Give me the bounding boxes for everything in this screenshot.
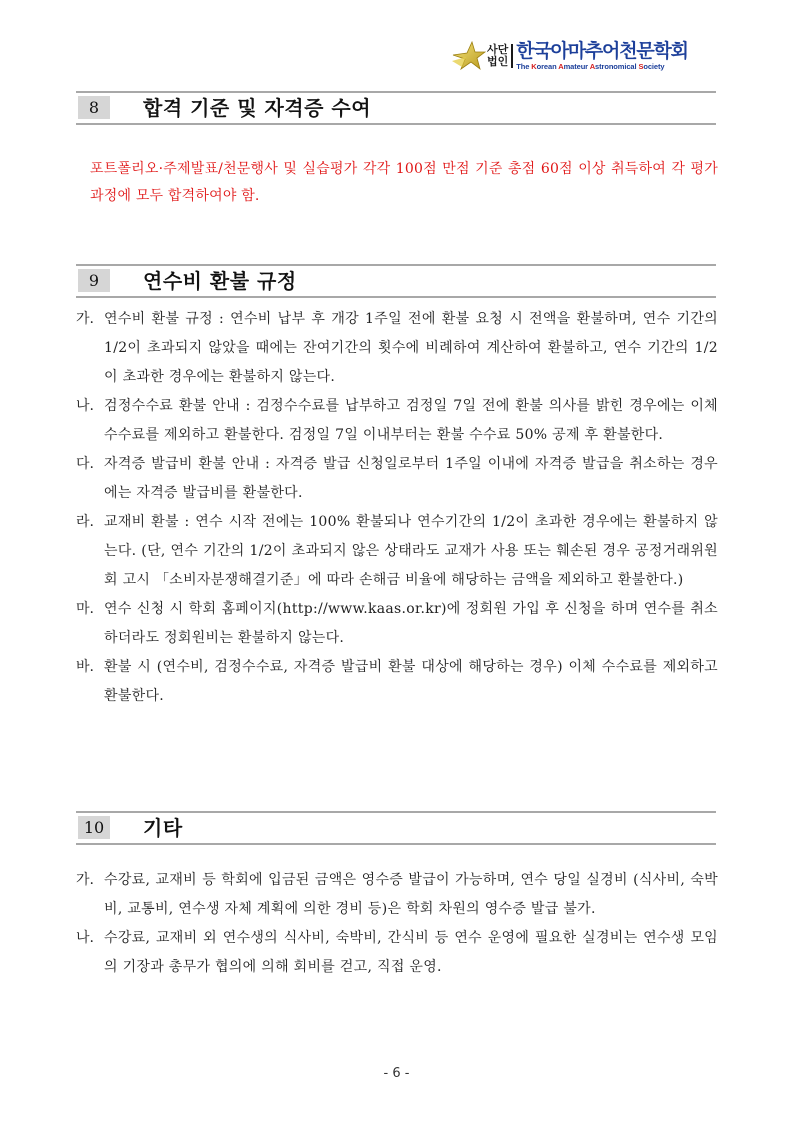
list-item: 마. 연수 신청 시 학회 홈페이지(http://www.kaas.or.kr)에 정회원 가입 후 신청을 하며 연수를 취소하더라도 정회원비는 환불하지 않는다. (76, 601, 718, 646)
list-item: 라. 교재비 환불 : 연수 시작 전에는 100% 환불되나 연수기간의 1/2이 초과한 경우에는 환불하지 않는다. (단, 연수 기간의 1/2이 초과되지 않은 상태라도 교재가 사용 또는 훼손된 경우 공정거래위원회 고시 「소비자분쟁해결기준」에 따라 손해금 비율에 해당하는 금액을 제외하고 환불한다.) (76, 514, 718, 588)
section-8-header (76, 91, 716, 125)
corp-line-1: 사단 (487, 43, 509, 56)
page-number: - 6 - (383, 1066, 410, 1081)
section-9-header (76, 264, 716, 298)
list-item: 가. 수강료, 교재비 등 학회에 입금된 금액은 영수증 발급이 가능하며, 연수 당일 실경비 (식사비, 숙박비, 교통비, 연수생 자체 계획에 의한 경비 등)은 학회 차원의 영수증 발급 불가. (76, 872, 718, 917)
misc-list (76, 866, 718, 982)
corporation-mark (487, 44, 513, 68)
list-item: 다. 자격증 발급비 환불 안내 : 자격증 발급 신청일로부터 1주일 이내에 자격증 발급을 취소하는 경우에는 자격증 발급비를 환불한다. (76, 456, 718, 501)
star-logo-icon (452, 41, 486, 71)
list-item: 바. 환불 시 (연수비, 검정수수료, 자격증 발급비 환불 대상에 해당하는 경우) 이체 수수료를 제외하고 환불한다. (76, 659, 718, 704)
pass-criteria-paragraph: 포트폴리오·주제발표/천문행사 및 실습평가 각각 100점 만점 기준 총점 60점 이상 취득하여 각 평가 과정에 모두 합격하여야 함. (90, 161, 718, 204)
section-title: 연수비 환불 규정 (143, 269, 297, 293)
section-title: 기타 (143, 816, 183, 840)
society-logo (452, 38, 688, 74)
section-10-header (76, 811, 716, 845)
list-item: 나. 수강료, 교재비 외 연수생의 식사비, 숙박비, 간식비 등 연수 운영에 필요한 실경비는 연수생 모임의 기장과 총무가 협의에 의해 회비를 걷고, 직접 운영. (76, 930, 718, 975)
list-item: 나. 검정수수료 환불 안내 : 검정수수료를 납부하고 검정일 7일 전에 환불 의사를 밝힌 경우에는 이체수수료를 제외하고 환불한다. 검정일 7일 이내부터는 환불 수수료 50% 공제 후 환불한다. (76, 398, 718, 443)
corp-line-2: 법인 (487, 55, 509, 68)
list-item: 가. 연수비 환불 규정 : 연수비 납부 후 개강 1주일 전에 환불 요청 시 전액을 환불하며, 연수 기간의 1/2이 초과되지 않았을 때에는 잔여기간의 횟수에 비례하여 계산하여 환불하고, 연수 기간의 1/2이 초과한 경우에는 환불하지 않는다. (76, 311, 718, 385)
section-number: 9 (78, 269, 110, 292)
section-title: 합격 기준 및 자격증 수여 (143, 96, 372, 120)
refund-rules-list (76, 305, 718, 711)
section-number: 10 (78, 816, 110, 839)
society-korean-name: 한국아마추어천문학회 (516, 40, 688, 62)
society-english-name: The Korean Amateur Astronomical Society (516, 62, 665, 71)
section-number: 8 (78, 96, 110, 119)
